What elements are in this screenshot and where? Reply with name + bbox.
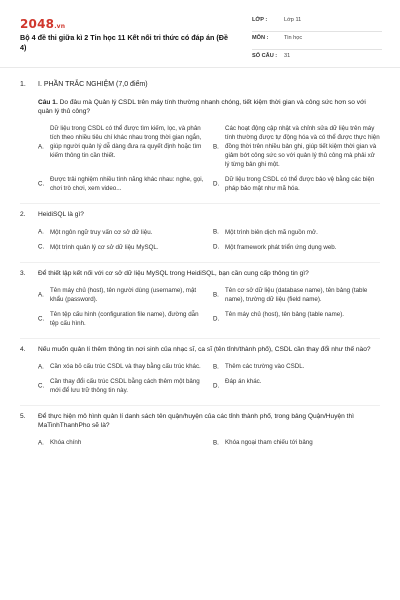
option-text: Khóa chính: [50, 439, 82, 447]
meta-label: SỐ CÂU :: [252, 53, 278, 59]
option-b[interactable]: [213, 438, 380, 447]
question-prefix: Câu 1.: [38, 99, 58, 106]
logo-text: 2048: [20, 17, 55, 31]
option-letter: A.: [38, 228, 44, 236]
option-a[interactable]: [38, 438, 205, 447]
option-text: Một framework phát triển ứng dụng web.: [225, 243, 337, 251]
option-text: Đáp án khác.: [225, 378, 262, 386]
option-letter: B.: [213, 143, 219, 151]
question-number: 5.: [20, 413, 26, 421]
option-letter: B.: [213, 228, 219, 236]
option-a[interactable]: [38, 228, 205, 237]
option-letter: D.: [213, 382, 220, 390]
question-divider: [20, 338, 380, 339]
section-title: I. PHẦN TRẮC NGHIỆM (7,0 điểm): [38, 81, 148, 88]
option-d[interactable]: [213, 377, 380, 395]
meta-value: Tin học: [284, 35, 303, 41]
option-a[interactable]: [38, 362, 205, 371]
option-letter: B.: [213, 291, 219, 299]
meta-value: 31: [284, 53, 291, 59]
meta-row-class: [252, 14, 382, 32]
option-text: Dữ liệu trong CSDL có thể được tìm kiếm, lọc, và phân tích theo nhiều tiêu chí khác nhau trong thời gian ngắn, giúp người quản lý dễ dàng đưa ra quyết định hoặc tìm kiếm thông tin cần thiết.: [50, 125, 202, 160]
option-letter: A.: [38, 439, 44, 447]
exam-info-panel: [252, 14, 382, 68]
question-text: [38, 98, 380, 116]
option-text: Được trải nghiệm nhiều tính năng khác nhau: nghe, gọi, chơi trò chơi, xem video...: [50, 176, 204, 193]
section-number: 1.: [20, 81, 26, 88]
question-1: [0, 98, 400, 204]
question-text: [20, 345, 380, 354]
option-text: Tên máy chủ (host), tên người dùng (username), mật khẩu (password).: [50, 286, 197, 303]
question-5: [0, 412, 400, 447]
question-body: Để thiết lập kết nối với cơ sở dữ liệu MySQL trong HeidiSQL, bạn cần cung cấp thông tin gì?: [38, 269, 309, 277]
option-c[interactable]: [38, 310, 205, 328]
question-number: 3.: [20, 269, 26, 277]
option-letter: A.: [38, 291, 44, 299]
option-c[interactable]: [38, 175, 205, 193]
question-divider: [20, 203, 380, 204]
option-letter: D.: [213, 180, 220, 188]
option-letter: D.: [213, 315, 220, 323]
option-letter: D.: [213, 243, 220, 251]
logo-suffix: .vn: [54, 23, 66, 30]
question-divider: [20, 262, 380, 263]
option-text: Khóa ngoại tham chiếu tới bảng: [225, 439, 313, 447]
option-b[interactable]: [213, 124, 380, 169]
question-body: Do đâu mà Quản lý CSDL trên máy tính thường nhanh chóng, tiết kiệm thời gian và công sức hơn so với quản lý thủ công?: [38, 99, 366, 116]
meta-value: Lớp 11: [284, 17, 302, 23]
document-title: Bộ 4 đề thi giữa kì 2 Tin học 11 Kết nối tri thức có đáp án (Đề 4): [20, 33, 228, 52]
question-4: [0, 345, 400, 406]
option-letter: C.: [38, 382, 45, 390]
option-letter: B.: [213, 439, 219, 447]
option-a[interactable]: [38, 286, 205, 304]
option-letter: B.: [213, 363, 219, 371]
question-3: [0, 269, 400, 339]
option-text: Một trình quản lý cơ sở dữ liệu MySQL.: [50, 243, 159, 251]
meta-label: MÔN :: [252, 35, 269, 41]
question-number: 2.: [20, 211, 26, 219]
option-c[interactable]: [38, 243, 205, 252]
option-letter: A.: [38, 143, 44, 151]
question-number: 4.: [20, 345, 26, 353]
option-b[interactable]: [213, 362, 380, 371]
question-2: [0, 210, 400, 262]
answer-options: [38, 228, 380, 252]
option-b[interactable]: [213, 228, 380, 237]
option-text: Thêm các trường vào CSDL.: [225, 363, 305, 371]
option-d[interactable]: [213, 243, 380, 252]
option-text: Cần xóa bỏ cấu trúc CSDL và thay bằng cấu trúc khác.: [50, 363, 201, 371]
option-letter: C.: [38, 180, 45, 188]
option-text: Tên máy chủ (host), tên bảng (table name).: [225, 310, 344, 318]
question-text: [20, 210, 380, 219]
question-body: Nếu muốn quản lí thêm thông tin nơi sinh của nhạc sĩ, ca sĩ (tên tỉnh/thành phố), CSDL cần thay đổi như thế nào?: [38, 345, 371, 353]
page-header: [0, 0, 400, 68]
option-text: Tên tệp cấu hình (configuration file name), đường dẫn tệp cấu hình.: [50, 310, 199, 327]
option-text: Một ngôn ngữ truy vấn cơ sở dữ liệu.: [50, 228, 153, 236]
option-letter: C.: [38, 315, 45, 323]
answer-options: [38, 286, 380, 328]
exam-content: [0, 78, 400, 447]
answer-options: [38, 124, 380, 193]
option-letter: A.: [38, 363, 44, 371]
option-text: Các hoạt động cập nhật và chỉnh sửa dữ liệu trên máy tính thường được tự động hóa và có thể được thực hiện đồng thời trên nhiều bản ghi, giúp tiết kiệm thời gian và giảm bớt công sức so với quản lý thủ công mà phải xử lý từng bản ghi một.: [225, 125, 380, 169]
meta-row-subject: [252, 32, 382, 50]
question-body: HeidiSQL là gì?: [38, 211, 84, 219]
section-heading: [0, 78, 400, 92]
question-divider: [20, 405, 380, 406]
option-d[interactable]: [213, 310, 380, 328]
header-divider: [0, 67, 400, 68]
option-d[interactable]: [213, 175, 380, 193]
option-a[interactable]: [38, 124, 205, 169]
answer-options: [38, 362, 380, 395]
question-text: [20, 412, 380, 430]
meta-row-count: [252, 50, 382, 68]
option-text: Tên cơ sở dữ liệu (database name), tên bảng (table name), trường dữ liệu (field name).: [225, 286, 368, 303]
site-logo[interactable]: [20, 17, 65, 31]
option-text: Dữ liệu trong CSDL có thể được bảo vệ bằng các biện pháp bảo mật như mã hóa.: [225, 176, 375, 193]
meta-label: LỚP :: [252, 17, 268, 23]
option-text: Cần thay đổi cấu trúc CSDL bằng cách thêm một bảng mới để lưu trữ thông tin này.: [50, 378, 200, 395]
option-c[interactable]: [38, 377, 205, 395]
question-text: [20, 269, 380, 278]
option-letter: C.: [38, 243, 45, 251]
question-body: Để thực hiện mô hình quản lí danh sách tên quận/huyện của các tỉnh thành phố, trong bảng Quận/Huyện thì MaTinhThanhPho sẽ là?: [38, 413, 355, 430]
answer-options: [38, 438, 380, 447]
option-text: Một trình biên dịch mã nguồn mở.: [225, 228, 318, 236]
option-b[interactable]: [213, 286, 380, 304]
